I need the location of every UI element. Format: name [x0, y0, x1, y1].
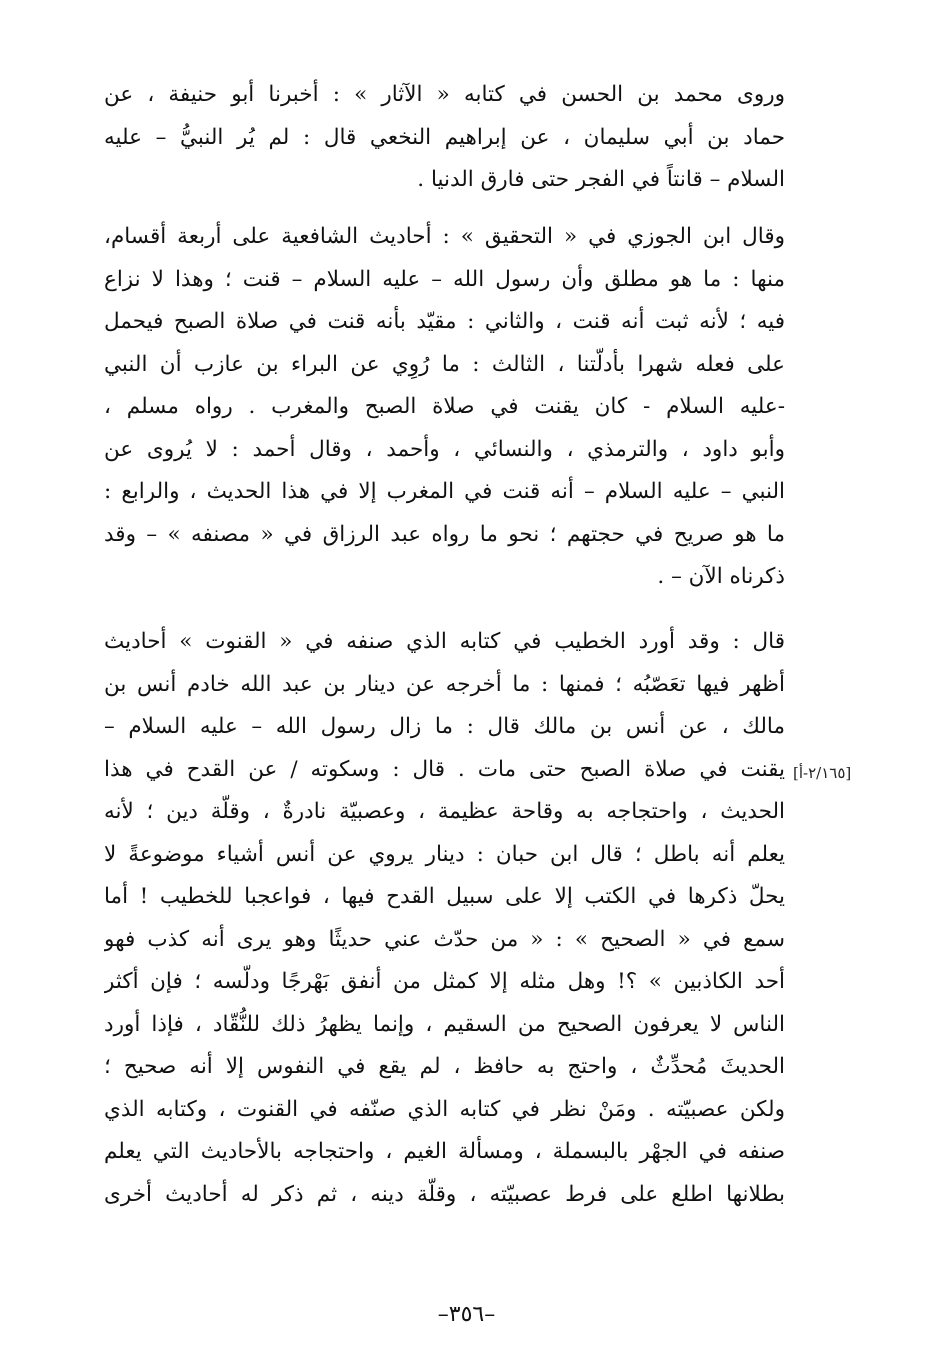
text-line: قال : وقد أورد الخطيب في كتابه الذي صنفه في « القنوت » أحاديث: [104, 629, 785, 654]
text-line: يعلم أنه باطل ؛ قال ابن حبان : دينار يروي عن أنس أشياء موضوعةً لا: [104, 841, 785, 867]
text-line: على فعله شهرا بأدلّتنا ، الثالث : ما رُوِي عن البراء بن عازب أن النبي: [104, 351, 785, 377]
text-line: -عليه السلام - كان يقنت في صلاة الصبح والمغرب . رواه مسلم ،: [104, 394, 785, 419]
text-line: منها : ما هو مطلق وأن رسول الله – عليه السلام – قنت ؛ وهذا لا نزاع: [104, 266, 785, 292]
text-line: سمع في « الصحيح » : « من حدّث عني حديثًا وهو يرى أنه كذب فهو: [104, 926, 785, 952]
text-line: بطلانها اطلع على فرط عصبيّته ، وقلّة دينه ، ثم ذكر له أحاديث أخرى: [104, 1181, 785, 1207]
text-line: أحد الكاذبين » ؟! وهل مثله إلا كمثل من أنفق بَهْرجًا ودلّسه ؛ فإن أكثر: [104, 969, 785, 994]
text-line: صنفه في الجهْر بالبسملة ، ومسألة الغيم ، واحتجاجه بالأحاديث التي يعلم: [104, 1139, 785, 1164]
text-line: الناس لا يعرفون الصحيح من السقيم ، وإنما يظهرُ ذلك للنُّقّاد ، فإذا أورد: [104, 1011, 785, 1037]
text-line: وروى محمد بن الحسن في كتابه « الآثار » : أخبرنا أبو حنيفة ، عن: [104, 82, 785, 107]
text-line: ما هو صريح في حجتهم ؛ نحو ما رواه عبد الرزاق في « مصنفه » – وقد: [104, 521, 785, 547]
text-line: يقنت في صلاة الصبح حتى مات . قال : وسكوته / عن القدح في هذا: [104, 756, 785, 782]
text-line: ذكرناه الآن – .: [657, 564, 785, 589]
text-line: الحديثَ مُحدِّثٌ ، واحتج به حافظ ، لم يقع في النفوس إلا أنه صحيح ؛: [104, 1054, 785, 1079]
paragraph-1: [104, 74, 785, 202]
text-line: أظهر فيها تعَصّبُه ؛ فمنها : ما أخرجه عن دينار بن عبد الله خادم أنس بن: [104, 671, 785, 697]
text-line: السلام – قانتاً في الفجر حتى فارق الدنيا .: [417, 167, 785, 192]
text-line: فيه ؛ لأنه ثبت أنه قنت ، والثاني : مقيّد بأنه قنت في صلاة الصبح فيحمل: [104, 309, 785, 334]
paragraph-3: [104, 621, 785, 1216]
text-line: حماد بن أبي سليمان ، عن إبراهيم النخعي قال : لم يُر النبيُّ – عليه: [104, 124, 785, 150]
text-line: وقال ابن الجوزي في « التحقيق » : أحاديث الشافعية على أربعة أقسام،: [104, 224, 785, 249]
text-line: يحلّ ذكرها في الكتب إلا على سبيل القدح فيها ، فواعجبا للخطيب ! أما: [104, 884, 785, 909]
text-line: مالك ، عن أنس بن مالك قال : ما زال رسول الله – عليه السلام –: [104, 714, 785, 739]
page-number: –٣٥٦–: [437, 1302, 496, 1327]
text-line: النبي – عليه السلام – أنه قنت في المغرب إلا في هذا الحديث ، والرابع :: [104, 479, 785, 504]
manuscript-folio-reference: [٢/١٦٥-أ]: [793, 764, 852, 782]
paragraph-2: [104, 216, 785, 599]
text-line: ولكن عصبيّته . ومَنْ نظر في كتابه الذي صنّفه في القنوت ، وكتابه الذي: [104, 1096, 785, 1122]
text-line: الحديث ، واحتجاجه به وقاحة عظيمة ، وعصبيّة نادرةٌ ، وقلّة دين ؛ لأنه: [104, 799, 785, 824]
text-line: وأبو داود ، والترمذي ، والنسائي ، وأحمد ، وقال أحمد : لا يُروى عن: [104, 436, 785, 462]
